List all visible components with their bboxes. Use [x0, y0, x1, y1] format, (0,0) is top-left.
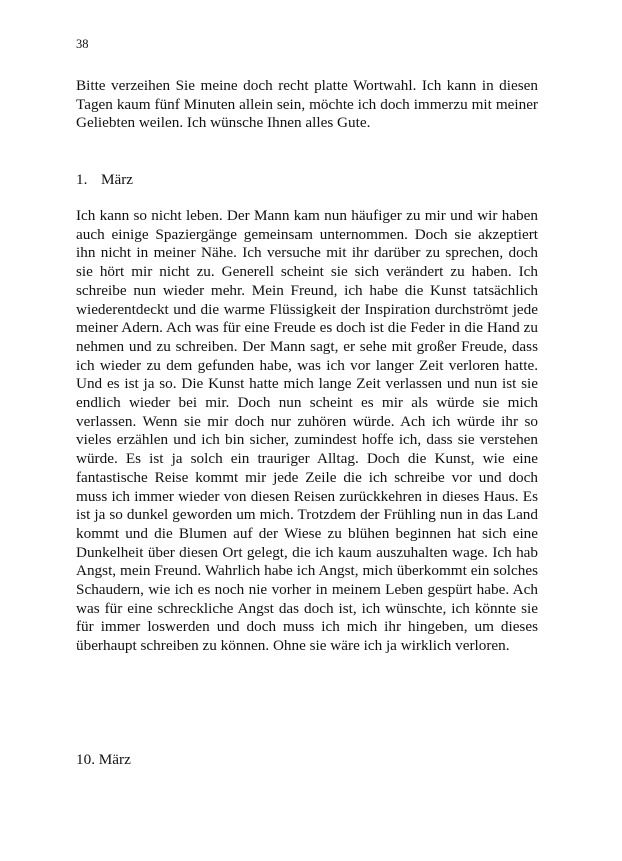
diary-entry-heading-2: 10. März: [76, 751, 131, 768]
page-number: 38: [76, 37, 89, 51]
paragraph-diary-entry: Ich kann so nicht leben. Der Mann kam nun häufiger zu mir und wir haben auch einige Spaziergänge gemeinsam unternommen. Doch sie akzeptiert ihn nicht in meiner Nähe. Ich versuche mit ihr darüber zu sprechen, doch sie hört mir nicht zu. Generell scheint sie sich verändert zu haben. Ich schreibe nun wieder mehr. Mein Freund, ich habe die Kunst tatsächlich wiederentdeckt und die warme Flüssigkeit der Inspiration durchströmt jede meiner Adern. Ach was für eine Freude es doch ist die Feder in die Hand zu nehmen und zu schreiben. Der Mann sagt, er sehe mit großer Freude, dass ich wieder zu dem gefunden habe, was ich vor langer Zeit verloren hatte. Und es ist ja so. Die Kunst hatte mich lange Zeit verlassen und nun ist sie endlich wieder bei mir. Doch nun scheint es mir als würde sie mich verlassen. Wenn sie mir doch nur zuhören würde. Ach ich würde ihr so vieles erzählen und ich bin sicher, zumindest hoffe ich, dass sie verstehen würde. Es ist ja solch ein trauriger Alltag. Doch die Kunst, wie eine fantastische Reise kommt mir jede Zeile die ich schreibe vor und doch muss ich immer wieder von diesen Reisen zurückkehren in dieses Haus. Es ist ja so dunkel geworden um mich. Trotzdem der Frühling nun in das Land kommt und die Blumen auf der Wiese zu blühen beginnen hat sich eine Dunkelheit über diesen Ort gelegt, die ich kaum auszuhalten wage. Ich hab Angst, mein Freund. Wahrlich habe ich Angst, mich überkommt ein solches Schaudern, wie ich es noch nie vorher in meinem Leben gespürt habe. Ach was für eine schreckliche Angst das doch ist, ich wünschte, ich könnte sie für immer loswerden und doch muss ich mich ihr hingeben, um dieses überhaupt schreiben zu können. Ohne sie wäre ich ja wirklich verloren.: [76, 207, 538, 655]
diary-entry-heading-1: [76, 171, 133, 190]
entry-month: März: [101, 171, 134, 188]
paragraph-letter-closing: Bitte verzeihen Sie meine doch recht platte Wortwahl. Ich kann in diesen Tagen kaum fünf Minuten allein sein, möchte ich doch immerzu mit meiner Geliebten weilen. Ich wünsche Ihnen alles Gute.: [76, 77, 538, 132]
entry-number: 1.: [76, 171, 88, 188]
